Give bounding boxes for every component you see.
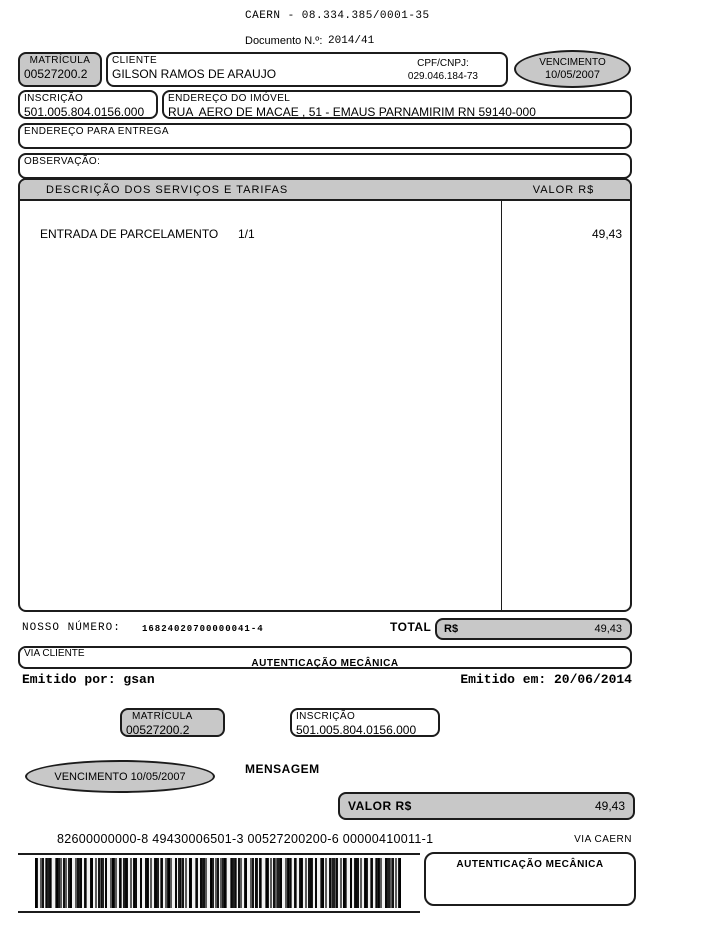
via-caern-label: VIA CAERN (574, 834, 632, 845)
autenticacao-mecanica-text: AUTENTICAÇÃO MECÂNICA (251, 658, 399, 669)
stub-inscricao-label: INSCRIÇÃO (296, 711, 356, 722)
via-cliente-box (18, 646, 632, 669)
company-id-line: CAERN - 08.334.385/0001-35 (245, 10, 430, 22)
stub-matricula-value: 00527200.2 (126, 723, 190, 737)
stub-matricula-label: MATRÍCULA (132, 711, 193, 722)
vencimento-value: 10/05/2007 (544, 68, 601, 81)
vencimento-label: VENCIMENTO (539, 56, 606, 68)
services-header-description: DESCRIÇÃO DOS SERVIÇOS E TARIFAS (46, 183, 289, 196)
stub-vencimento-ellipse (25, 760, 215, 793)
document-number-label: Documento N.º: (245, 35, 323, 47)
nosso-numero-label: NOSSO NÚMERO: (22, 622, 121, 634)
stub-matricula-box (120, 708, 225, 737)
barcode-bottom-rule (18, 911, 420, 913)
inscricao-box (18, 90, 158, 119)
value-column-divider (501, 201, 502, 612)
services-table (18, 178, 632, 612)
cpf-block (408, 57, 478, 83)
services-table-body (20, 201, 630, 612)
stub-autenticacao-text: AUTENTICAÇÃO MECÂNICA (456, 859, 604, 870)
inscricao-value: 501.005.804.0156.000 (24, 105, 145, 119)
barcode-digits: 82600000000-8 49430006501-3 00527200200-6 00000410011-1 (57, 832, 434, 846)
matricula-box (18, 52, 102, 87)
services-table-header (20, 180, 630, 201)
vencimento-ellipse (514, 50, 631, 88)
matricula-value: 00527200.2 (24, 67, 88, 81)
barcode-top-rule (18, 853, 420, 855)
stub-vencimento-text: VENCIMENTO 10/05/2007 (54, 770, 186, 783)
stub-autenticacao-box (424, 852, 636, 906)
cliente-value: GILSON RAMOS DE ARAUJO (112, 67, 277, 81)
service-value: 49,43 (591, 227, 622, 241)
stub-valor-value: 49,43 (594, 799, 625, 813)
endereco-imovel-value: RUA AERO DE MACAE , 51 - EMAUS PARNAMIRIM RN 59140-000 (168, 105, 536, 119)
total-label: TOTAL (390, 620, 432, 634)
barcode-image (35, 858, 401, 908)
endereco-entrega-box (18, 123, 632, 149)
cpf-value: 029.046.184-73 (407, 71, 478, 82)
cliente-box (106, 52, 508, 87)
endereco-imovel-label: ENDEREÇO DO IMÓVEL (168, 93, 291, 104)
stub-valor-box (338, 792, 635, 820)
document-number-value: 2014/41 (328, 35, 375, 47)
cpf-label: CPF/CNPJ: (417, 58, 469, 69)
total-value: 49,43 (594, 623, 622, 635)
total-box (435, 618, 632, 640)
service-parcel: 1/1 (238, 227, 255, 241)
emitido-por: Emitido por: gsan (22, 672, 155, 687)
stub-inscricao-box (290, 708, 440, 737)
services-header-value: VALOR R$ (532, 183, 595, 196)
stub-valor-label: VALOR R$ (348, 799, 412, 813)
nosso-numero-value: 16824020700000041-4 (142, 624, 264, 634)
total-currency: R$ (444, 623, 459, 635)
stub-inscricao-value: 501.005.804.0156.000 (296, 723, 417, 737)
emitido-em: Emitido em: 20/06/2014 (460, 672, 632, 687)
observacao-box (18, 153, 632, 179)
endereco-imovel-box (162, 90, 632, 119)
endereco-entrega-label: ENDEREÇO PARA ENTREGA (24, 126, 169, 137)
service-description: ENTRADA DE PARCELAMENTO (40, 227, 219, 241)
via-cliente-label: VIA CLIENTE (24, 648, 85, 659)
mensagem-label: MENSAGEM (245, 762, 320, 776)
inscricao-label: INSCRIÇÃO (24, 93, 84, 104)
cliente-label: CLIENTE (112, 55, 158, 66)
observacao-label: OBSERVAÇÃO: (24, 156, 101, 167)
matricula-label: MATRÍCULA (29, 55, 91, 66)
